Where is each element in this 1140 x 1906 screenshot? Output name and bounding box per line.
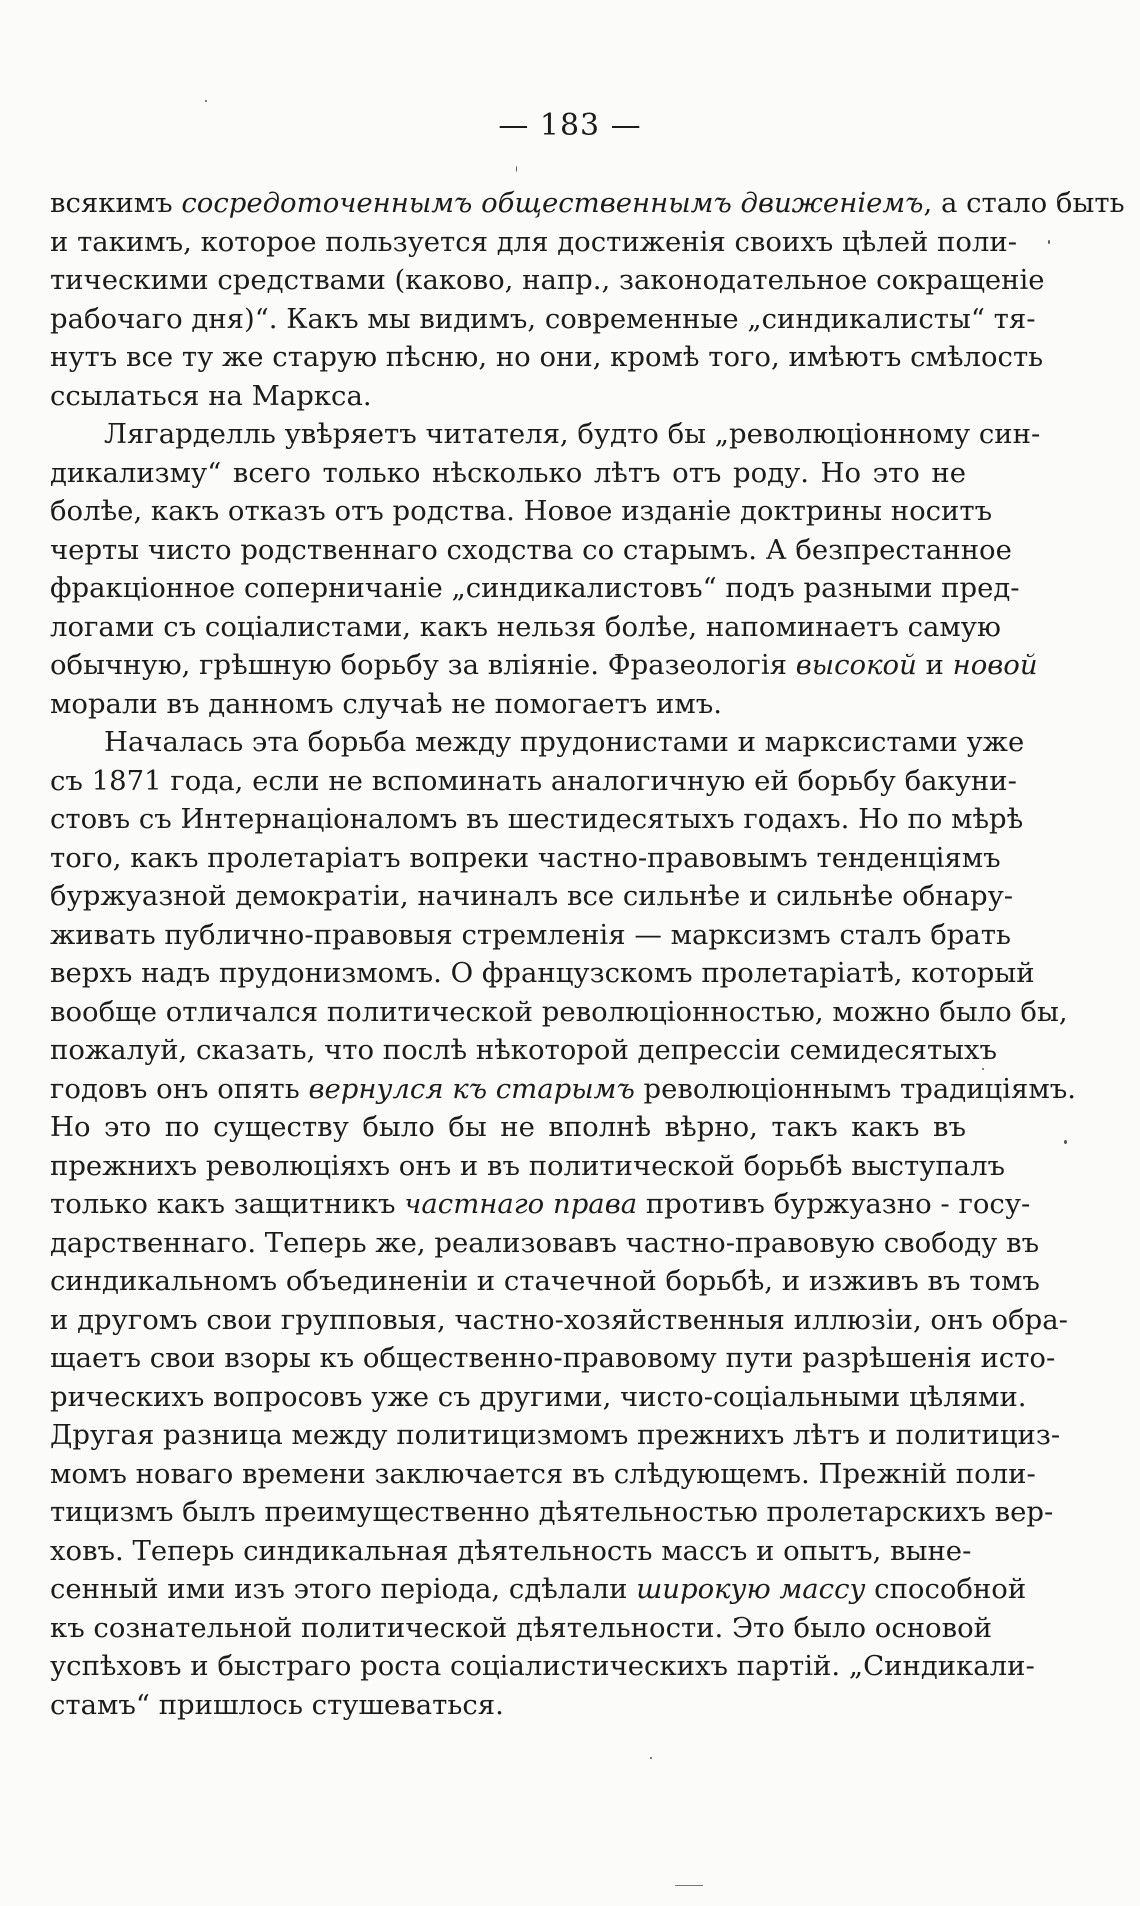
text-line [50, 993, 1068, 1032]
text-line [50, 1301, 1068, 1340]
text-line [50, 1108, 966, 1147]
text-line [50, 762, 1017, 801]
text-line [50, 1532, 972, 1571]
text-segment: Но это по существу было бы не вполнѣ вѣрно, такъ какъ въ [50, 1111, 966, 1143]
text-segment: буржуазной демократiи, начиналъ все сильнѣе и сильнѣе обнару- [50, 880, 1014, 912]
text-line [50, 338, 1044, 377]
paragraph [50, 723, 1076, 1724]
text-line [50, 1493, 1054, 1532]
text-segment: синдикальномъ объединенiи и стачечной борьбѣ, и изживъ въ томъ [50, 1265, 1040, 1297]
text-line [50, 184, 1125, 223]
text-line [50, 261, 1045, 300]
italic-text: вернулся къ старымъ [308, 1072, 635, 1105]
text-line [50, 916, 1011, 955]
text-line [50, 492, 993, 531]
text-segment: Другая разница между политицизмомъ прежнихъ лѣтъ и политициз- [50, 1419, 1061, 1451]
text-segment: тическими средствами (каково, напр., законодательное сокращенiе [50, 264, 1045, 296]
text-segment: стовъ съ Интернацiоналомъ въ шестидесятыхъ годахъ. Но по мѣрѣ [50, 803, 1024, 835]
text-segment: успѣховъ и быстраго роста соцiалистическихъ партiй. „Синдикали- [50, 1650, 1035, 1682]
text-segment: тицизмъ былъ преимущественно дѣятельностью пролетарскихъ вер- [50, 1496, 1054, 1528]
text-line [50, 608, 1001, 647]
text-segment: момъ новаго времени заключается въ слѣдующемъ. Прежнiй поли- [50, 1457, 1036, 1490]
text-line [50, 1224, 1040, 1263]
text-segment: рабочаго дня)“. Какъ мы видимъ, современные „синдикалисты“ тя- [50, 302, 1036, 335]
text-segment: болѣе, какъ отказъ отъ родства. Новое изданiе доктрины носитъ [50, 495, 993, 527]
text-line [50, 1647, 1035, 1686]
text-segment: Началась эта борьба между прудонистами и марксистами уже [104, 726, 1025, 758]
scan-speck [205, 100, 207, 102]
italic-text: частнаго права [404, 1188, 638, 1220]
paragraph [50, 415, 1041, 723]
text-segment: нутъ все ту же старую пѣсню, но они, кромѣ того, имѣютъ смѣлость [50, 341, 1044, 373]
text-segment: прежнихъ революцiяхъ онъ и въ политической борьбѣ выступалъ [50, 1149, 1006, 1182]
italic-text: новой [952, 649, 1038, 681]
body-text [50, 184, 1125, 1724]
text-line [50, 1339, 1056, 1378]
text-segment: живать публично-правовыя стремленiя — марксизмъ сталъ брать [50, 918, 1011, 951]
text-segment: съ 1871 года, если не вспоминать аналогичную ей борьбу бакуни- [50, 764, 1017, 797]
page-number: — 183 — [498, 108, 642, 143]
text-line [50, 1609, 992, 1648]
text-line [50, 1262, 1040, 1301]
italic-text: высокой [795, 649, 917, 681]
text-line [50, 454, 966, 493]
scan-speck [982, 1068, 984, 1070]
scan-speck [650, 1757, 652, 1759]
text-line [50, 223, 1018, 262]
italic-text: сосредоточеннымъ общественнымъ движенiемъ [181, 187, 924, 219]
scan-speck [1064, 1140, 1067, 1144]
text-segment: революцiоннымъ традицiямъ. [634, 1072, 1076, 1105]
text-segment: способной [865, 1573, 1027, 1605]
text-line [50, 415, 1041, 454]
text-line [50, 723, 1025, 762]
text-line [50, 1570, 1027, 1609]
text-segment: щаетъ свои взоры къ общественно-правовому пути разрѣшенiя исто- [50, 1342, 1056, 1374]
text-line [50, 1455, 1036, 1494]
text-segment: годовъ онъ опять [50, 1072, 309, 1105]
text-segment: дарственнаго. Теперь же, реализовавъ частно-правовую свободу въ [50, 1226, 1040, 1259]
text-line [50, 1070, 1076, 1109]
text-segment: противъ буржуазно - госу- [637, 1188, 1031, 1220]
text-segment: и [916, 649, 953, 681]
text-segment: ссылаться на Маркса. [50, 379, 372, 412]
text-line [50, 300, 1036, 339]
text-line [50, 377, 966, 416]
text-line [50, 839, 1001, 878]
text-segment: черты чисто родственнаго сходства со старымъ. А безпрестанное [50, 533, 1012, 566]
text-segment: и другомъ свои групповыя, частно-хозяйственныя иллюзiи, онъ обра- [50, 1303, 1068, 1336]
paragraph [50, 184, 1125, 415]
text-segment: того, какъ пролетарiатъ вопреки частно-правовымъ тенденцiямъ [50, 841, 1001, 874]
text-segment: Лягарделль увѣряетъ читателя, будто бы „революцiонному син- [104, 418, 1041, 450]
text-segment: только какъ защитникъ [50, 1188, 405, 1220]
text-segment: ховъ. Теперь синдикальная дѣятельность массъ и опытъ, выне- [50, 1534, 972, 1567]
text-segment: и такимъ, которое пользуется для достиженiя своихъ цѣлей поли- [50, 225, 1018, 258]
text-segment: рическихъ вопросовъ уже съ другими, чисто-соцiальными цѣлями. [50, 1380, 1027, 1413]
text-line [50, 531, 1012, 570]
text-segment: фракцiонное соперничанiе „синдикалистовъ“ подъ разными пред- [50, 572, 1020, 604]
text-line [50, 877, 1014, 916]
scan-speck [1048, 240, 1050, 244]
text-segment: всякимъ [50, 187, 182, 219]
text-segment: вообще отличался политической революцiонностью, можно было бы, [50, 995, 1068, 1028]
text-line [50, 1031, 998, 1070]
text-segment: пожалуй, сказать, что послѣ нѣкоторой депрессiи семидесятыхъ [50, 1034, 998, 1066]
text-line [50, 1378, 1027, 1417]
text-line [50, 646, 1038, 685]
text-segment: верхъ надъ прудонизмомъ. О французскомъ пролетарiатѣ, который [50, 957, 1035, 989]
text-segment: стамъ“ пришлось стушеваться. [50, 1688, 504, 1721]
text-line [50, 1416, 1061, 1455]
text-segment: сенный ими изъ этого перiода, сдѣлали [50, 1573, 637, 1605]
text-segment: дикализму“ всего только нѣсколько лѣтъ отъ роду. Но это не [50, 456, 966, 489]
text-line [50, 954, 1035, 993]
text-line [50, 685, 966, 724]
text-segment: къ сознательной политической дѣятельности. Это было основой [50, 1611, 992, 1644]
text-segment: , а стало быть [923, 187, 1125, 219]
scan-speck [516, 166, 517, 172]
text-segment: морали въ данномъ случаѣ не помогаетъ имъ. [50, 687, 722, 720]
text-segment: обычную, грѣшную борьбу за влiянiе. Фразеологiя [50, 649, 796, 681]
text-line [50, 800, 1024, 839]
text-line [50, 1147, 1006, 1186]
text-line [50, 1185, 1031, 1224]
scan-mark [675, 1885, 703, 1886]
text-line [50, 569, 1020, 608]
text-line [50, 1686, 966, 1725]
italic-text: широкую массу [636, 1573, 866, 1605]
text-segment: логами съ соцiалистами, какъ нельзя болѣе, напоминаетъ самую [50, 610, 1001, 643]
